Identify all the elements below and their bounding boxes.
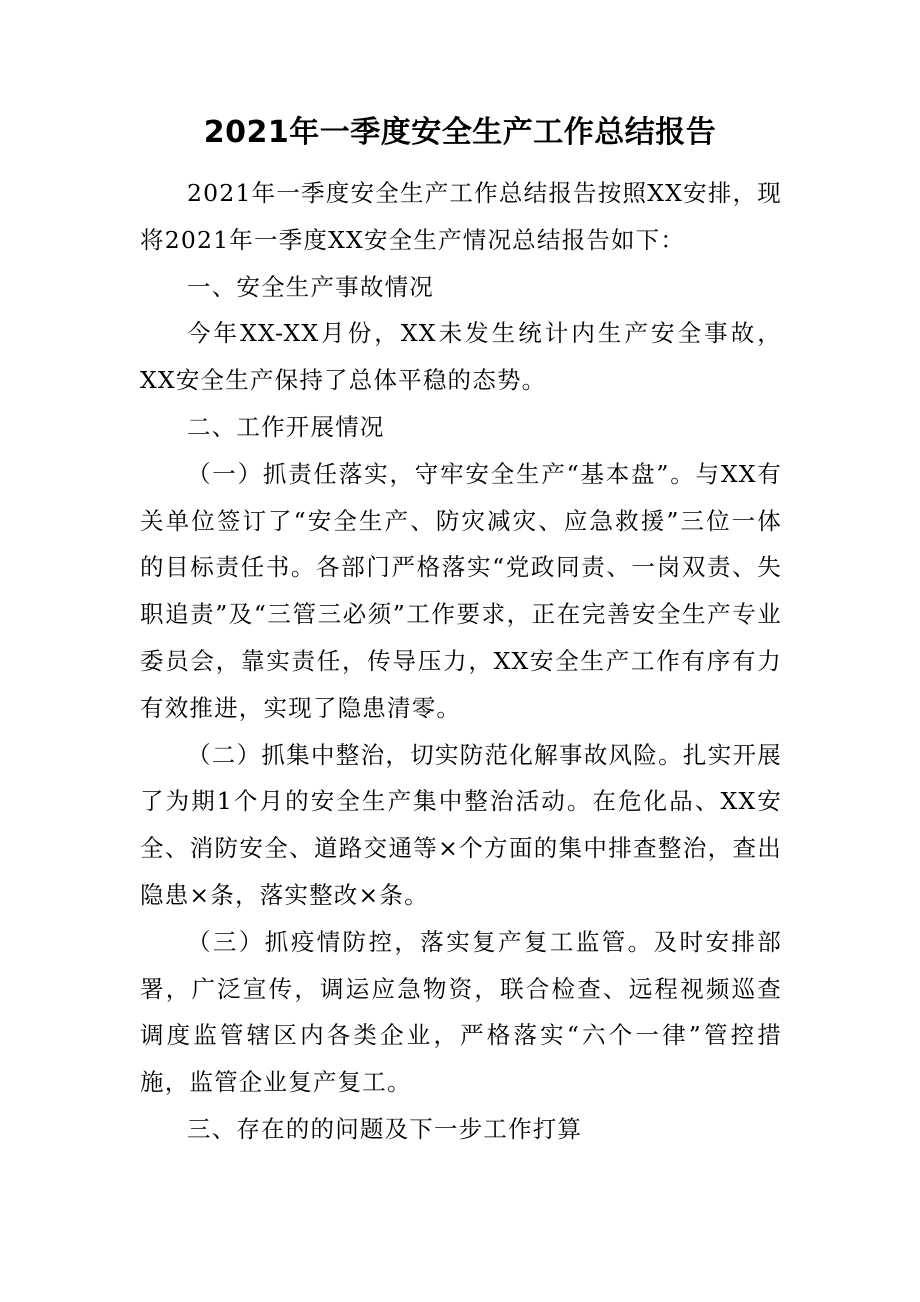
epidemic-paragraph: （三）抓疫情防控，落实复产复工监管。及时安排部署，广泛宣传，调运应急物资，联合检查、远程视频巡查调度监管辖区内各类企业，严格落实“六个一律”管控措施，监管企业复产复工。 (140, 927, 782, 1097)
rectification-paragraph: （二）抓集中整治，切实防范化解事故风险。扎实开展了为期1个月的安全生产集中整治活动。在危化品、XX安全、消防安全、道路交通等×个方面的集中排查整治，查出隐患×条，落实整改×条。 (140, 740, 782, 909)
document-title: 2021年一季度安全生产工作总结报告 (203, 115, 717, 150)
responsibility-paragraph: （一）抓责任落实，守牢安全生产“基本盘”。与XX有关单位签订了“安全生产、防灾减灾、应急救援”三位一体的目标责任书。各部门严格落实“党政同责、一岗双责、失职追责”及“三管三必须”工作要求，正在完善安全生产专业委员会，靠实责任，传导压力，XX安全生产工作有序有力有效推进，实现了隐患清零。 (140, 459, 782, 722)
accident-paragraph: 今年XX-XX月份，XX未发生统计内生产安全事故，XX安全生产保持了总体平稳的态势。 (140, 319, 782, 395)
section-heading-1: 一、安全生产事故情况 (187, 272, 434, 301)
intro-paragraph: 2021年一季度安全生产工作总结报告按照XX安排，现将2021年一季度XX安全生产情况总结报告如下： (140, 179, 782, 254)
section-heading-3: 三、存在的的问题及下一步工作打算 (187, 1114, 583, 1143)
section-heading-2: 二、工作开展情况 (187, 412, 385, 441)
document-body (140, 170, 782, 1153)
